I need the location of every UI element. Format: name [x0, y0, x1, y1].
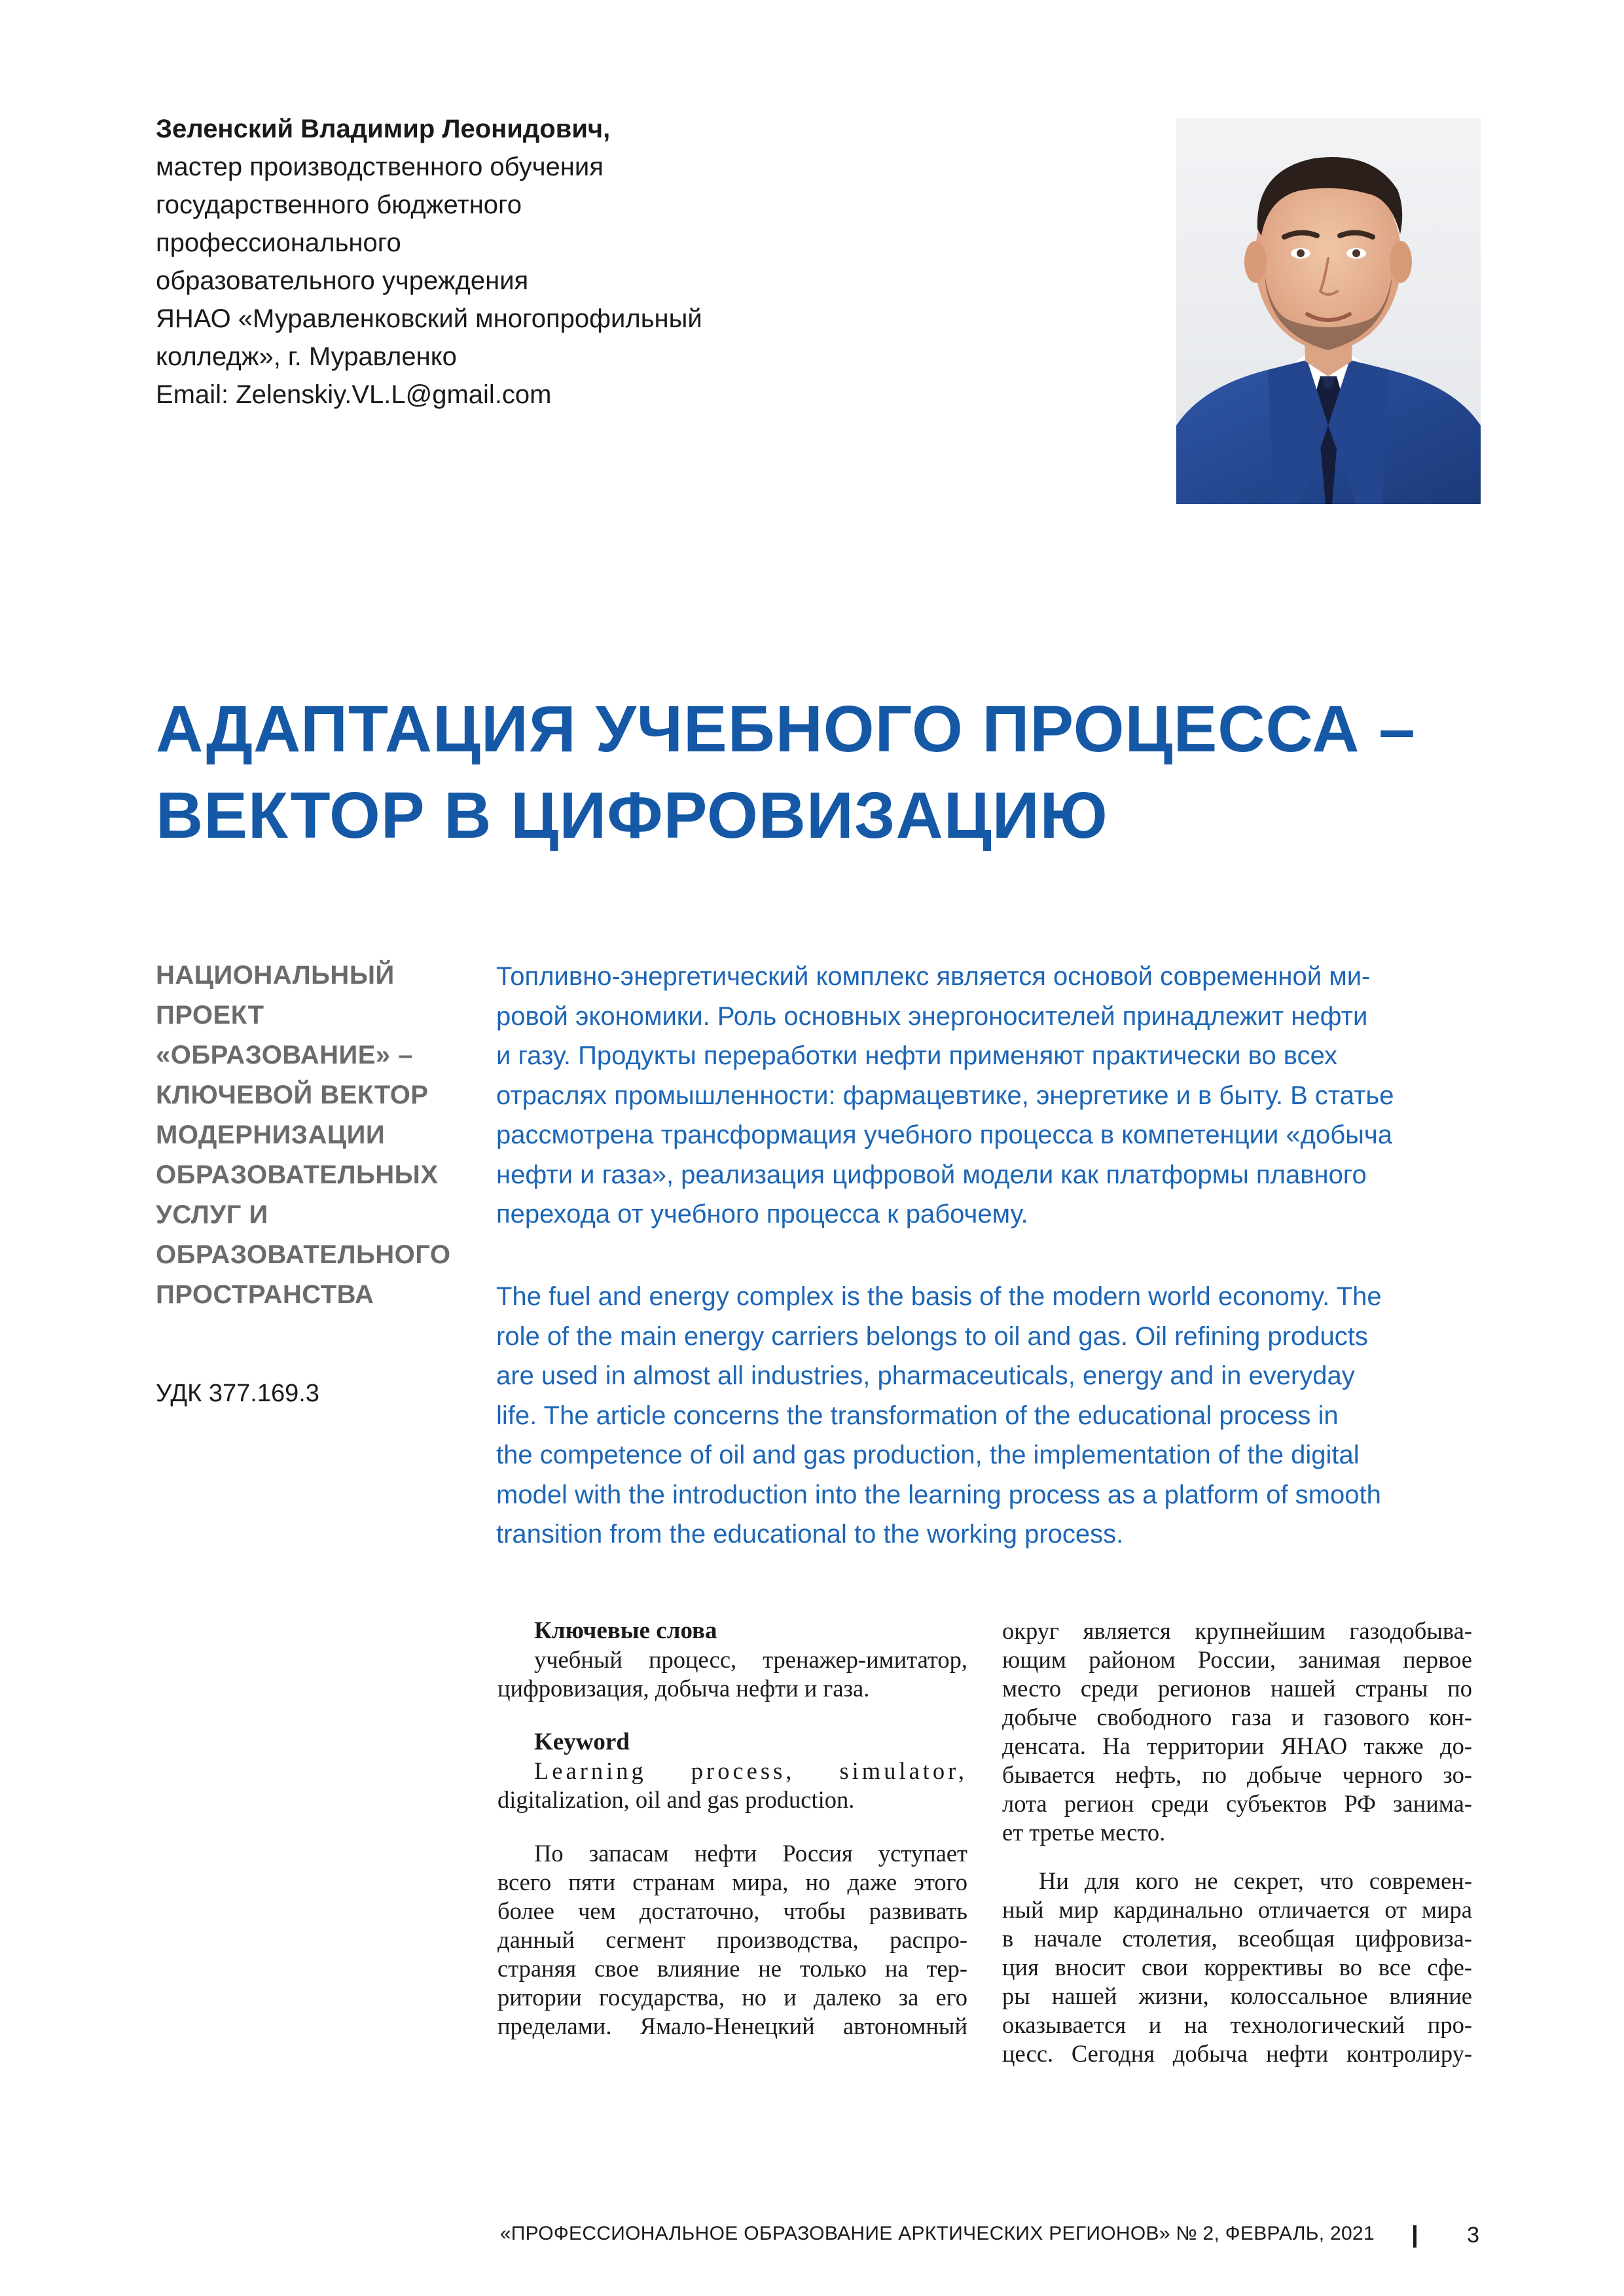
- body-line: всего пяти странам мира, но даже этого: [497, 1869, 967, 1895]
- body-line: более чем достаточно, чтобы развивать: [497, 1897, 967, 1924]
- keywords-en-heading: Keyword: [534, 1729, 630, 1755]
- author-block: [156, 110, 1072, 414]
- keywords-ru-heading: Ключевые слова: [534, 1617, 717, 1644]
- abstract-line: model with the introduction into the learning process as a platform of smooth: [496, 1480, 1381, 1509]
- body-line: страняя свое влияние не только на тер-: [497, 1955, 967, 1982]
- abstract-line: Топливно-энергетический комплекс является основой современной ми-: [496, 962, 1371, 991]
- body-line: По запасам нефти Россия уступает: [534, 1840, 967, 1867]
- abstract-line: The fuel and energy complex is the basis of the modern world economy. The: [496, 1282, 1382, 1311]
- body-line: ет третье место.: [1002, 1819, 1166, 1846]
- body-line: ный мир кардинально отличается от мира: [1002, 1896, 1472, 1923]
- abstract-line: life. The article concerns the transformation of the educational process in: [496, 1401, 1339, 1430]
- body-line: оказывается и на технологический про-: [1002, 2011, 1472, 2038]
- body-column-right: [1002, 1617, 1472, 2068]
- body-line: ция вносит свои коррективы во все сфе-: [1002, 1954, 1472, 1981]
- abstract-line: role of the main energy carriers belongs to oil and gas. Oil refining products: [496, 1321, 1368, 1351]
- sidebar-line: КЛЮЧЕВОЙ ВЕКТОР: [156, 1081, 429, 1109]
- body-line: ритории государства, но и далеко за его: [497, 1984, 967, 2011]
- sidebar-line: ПРОСТРАНСТВА: [156, 1280, 374, 1309]
- author-affiliation: [156, 148, 1072, 414]
- sidebar-line: ОБРАЗОВАТЕЛЬНЫХ: [156, 1160, 439, 1189]
- abstract-line: are used in almost all industries, pharmaceuticals, energy and in everyday: [496, 1361, 1355, 1390]
- author-portrait-illustration: [1176, 118, 1481, 504]
- body-line: добыче свободного газа и газового кон-: [1002, 1704, 1472, 1731]
- body-line: ры нашей жизни, колоссальное влияние: [1002, 1982, 1472, 2009]
- abstract-line: the competence of oil and gas production, the implementation of the digital: [496, 1441, 1360, 1469]
- page-number: 3: [1467, 2223, 1479, 2248]
- body-line: в начале столетия, всеобщая цифровиза-: [1002, 1925, 1472, 1952]
- keywords-ru-line: цифровизация, добыча нефти и газа.: [497, 1675, 870, 1702]
- body-line: лота регион среди субъектов РФ занима-: [1002, 1790, 1472, 1817]
- sidebar-line: ОБРАЗОВАТЕЛЬНОГО: [156, 1240, 451, 1269]
- abstract-line: ровой экономики. Роль основных энергоносителей принадлежит нефти: [496, 1001, 1368, 1031]
- footer-separator: [1413, 2225, 1416, 2248]
- body-line: Ни для кого не секрет, что современ-: [1039, 1867, 1472, 1894]
- sidebar-line: «ОБРАЗОВАНИЕ» –: [156, 1041, 414, 1069]
- title-line: АДАПТАЦИЯ УЧЕБНОГО ПРОЦЕССА –: [156, 692, 1416, 766]
- udc-code: УДК 377.169.3: [156, 1380, 319, 1407]
- abstract-line: transition from the educational to the working process.: [496, 1520, 1124, 1549]
- keywords-en-line: digitalization, oil and gas production.: [497, 1786, 855, 1813]
- sidebar-line: ПРОЕКТ: [156, 1001, 264, 1030]
- body-line: денсата. На территории ЯНАО также до-: [1002, 1732, 1472, 1759]
- sidebar-line: МОДЕРНИЗАЦИИ: [156, 1121, 386, 1149]
- abstract-line: рассмотрена трансформация учебного процесса в компетенции «добыча: [496, 1121, 1393, 1149]
- affiliation-line: профессионального: [156, 228, 401, 257]
- author-photo: [1176, 118, 1481, 504]
- body-line: округ является крупнейшим газодобыва-: [1002, 1617, 1472, 1644]
- abstract-line: перехода от учебного процесса к рабочему.: [496, 1200, 1028, 1229]
- affiliation-line: ЯНАО «Муравленковский многопрофильный: [156, 304, 702, 333]
- affiliation-line: мастер производственного обучения: [156, 152, 604, 181]
- body-line: ющим районом России, занимая первое: [1002, 1646, 1472, 1673]
- affiliation-line: образовательного учреждения: [156, 266, 529, 295]
- affiliation-line: государственного бюджетного: [156, 190, 522, 219]
- body-line: цесс. Сегодня добыча нефти контролиру-: [1002, 2040, 1472, 2067]
- keywords-en-line: Learning process, simulator,: [534, 1757, 967, 1784]
- author-email: Email: Zelenskiy.VL.L@gmail.com: [156, 380, 552, 409]
- abstract-en: [496, 1277, 1478, 1554]
- sidebar-line: УСЛУГ И: [156, 1200, 268, 1229]
- abstract-line: нефти и газа», реализация цифровой модели как платформы плавного: [496, 1160, 1367, 1189]
- article-title: [156, 686, 1498, 859]
- body-line: данный сегмент производства, распро-: [497, 1926, 967, 1953]
- author-name: Зеленский Владимир Леонидович,: [156, 115, 611, 143]
- body-line: место среди регионов нашей страны по: [1002, 1675, 1472, 1702]
- abstract-ru: [496, 957, 1478, 1234]
- title-line: ВЕКТОР В ЦИФРОВИЗАЦИЮ: [156, 779, 1108, 852]
- affiliation-line: колледж», г. Муравленко: [156, 342, 457, 371]
- sidebar-line: НАЦИОНАЛЬНЫЙ: [156, 961, 395, 990]
- body-line: бывается нефть, по добыче черного зо-: [1002, 1761, 1472, 1788]
- body-column-left: [497, 1617, 967, 2041]
- journal-name: «ПРОФЕССИОНАЛЬНОЕ ОБРАЗОВАНИЕ АРКТИЧЕСКИХ РЕГИОНОВ» № 2, ФЕВРАЛЬ, 2021: [499, 2223, 1375, 2244]
- abstract-line: отраслях промышленности: фармацевтике, энергетике и в быту. В статье: [496, 1081, 1394, 1110]
- keywords-ru-line: учебный процесс, тренажер-имитатор,: [534, 1646, 967, 1673]
- section-sidebar: [156, 956, 463, 1315]
- body-line: пределами. Ямало-Ненецкий автономный: [497, 2013, 967, 2039]
- page-footer: [499, 2223, 1479, 2254]
- abstract-line: и газу. Продукты переработки нефти применяют практически во всех: [496, 1041, 1337, 1070]
